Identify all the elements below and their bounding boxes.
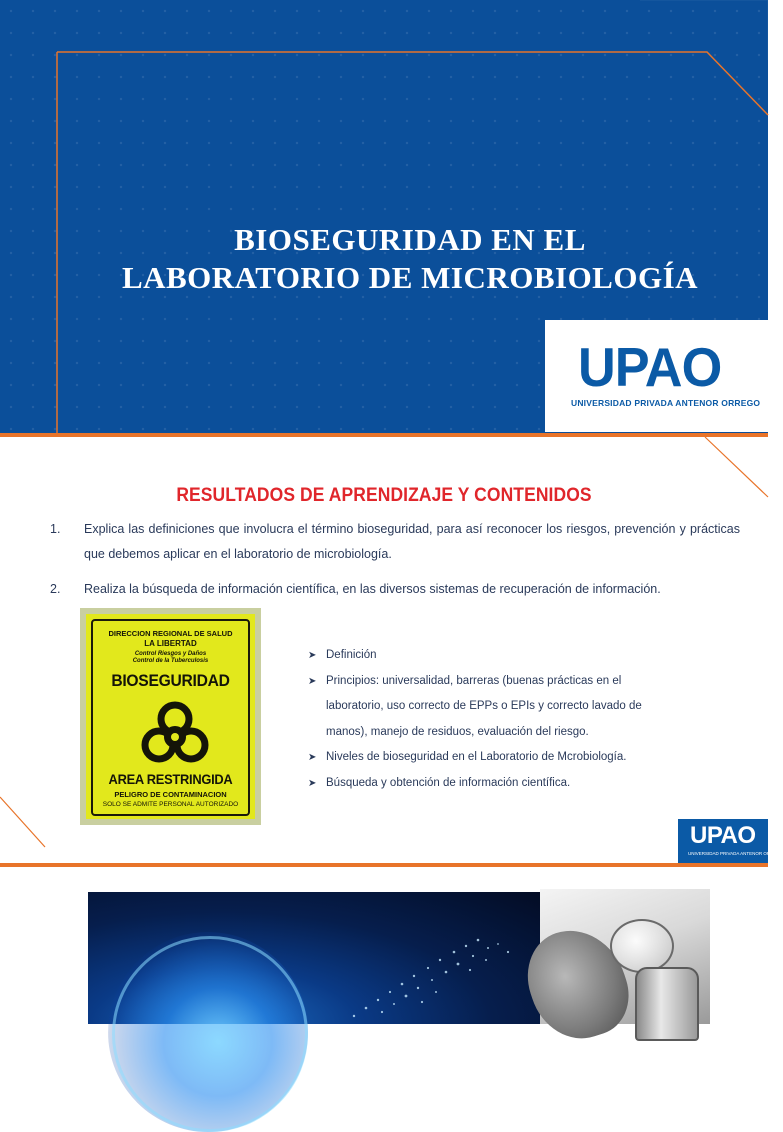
title-slide — [0, 0, 768, 437]
list-item-text: Búsqueda y obtención de información científica. — [326, 776, 571, 789]
list-item — [308, 745, 668, 771]
list-item-continuation: laboratorio, uso correcto de EPPs o EPIs y correcto lavado de — [326, 700, 642, 712]
arrow-bullet-icon: ➤ — [308, 675, 317, 687]
digital-head-image — [88, 892, 540, 1024]
list-item-text: Niveles de bioseguridad en el Laboratorio de Mcrobiología. — [326, 751, 627, 763]
bottle-shape — [635, 967, 699, 1041]
sign-line: LA LIBERTAD — [144, 639, 197, 648]
image-slide — [0, 867, 768, 1024]
biohazard-icon — [135, 697, 215, 769]
arrow-bullet-icon: ➤ — [308, 777, 317, 789]
lab-hands-photo — [540, 889, 710, 1024]
objective-text: Realiza la búsqueda de información científica, en las diversos sistemas de recuperación de información. — [84, 582, 661, 596]
list-item — [308, 771, 668, 797]
logo-subtitle: UNIVERSIDAD PRIVADA ANTENOR ORREGO — [688, 851, 783, 856]
sign-area: AREA RESTRINGIDA — [108, 771, 233, 787]
sign-panel — [86, 614, 255, 819]
title-line-2: LABORATORIO DE MICROBIOLOGÍA — [121, 259, 699, 295]
objective-item — [50, 517, 740, 567]
upao-logo-small — [678, 819, 783, 864]
sign-line: DIRECCION REGIONAL DE SALUD — [108, 629, 233, 638]
list-item — [308, 643, 668, 669]
head-outline — [112, 936, 308, 1132]
sign-warning: PELIGRO DE CONTAMINACION — [114, 790, 227, 799]
sign-line: Control Riesgos y Daños — [134, 651, 207, 657]
arrow-bullet-icon: ➤ — [308, 752, 317, 763]
upao-logo — [545, 320, 768, 432]
objective-text: Explica las definiciones que involucra el término bioseguridad, para así reconocer los riesgos, prevención y prácticas que debemos aplicar en el laboratorio de microbiología. — [84, 522, 740, 561]
slide-title — [40, 221, 780, 297]
outcomes-slide — [0, 437, 783, 867]
list-item — [308, 669, 668, 695]
list-item-text: Definición — [326, 649, 377, 661]
sign-title: BIOSEGURIDAD — [111, 671, 230, 690]
contents-list — [308, 643, 668, 796]
arrow-bullet-icon: ➤ — [308, 650, 317, 661]
sign-border — [91, 619, 250, 816]
flask-shape — [610, 919, 674, 973]
sign-line: Control de la Tuberculosis — [132, 658, 209, 664]
particle-dots — [318, 932, 538, 1024]
objective-item — [50, 577, 740, 602]
logo-wordmark: UPAO — [578, 336, 722, 398]
list-item-continuation: manos), manejo de residuos, evaluación del riesgo. — [326, 725, 589, 738]
list-item-text: Principios: universalidad, barreras (buenas prácticas en el — [326, 674, 622, 687]
section-heading: RESULTADOS DE APRENDIZAJE Y CONTENIDOS — [176, 484, 592, 506]
objective-number: 1. — [50, 522, 61, 536]
title-line-1: BIOSEGURIDAD EN EL — [234, 221, 586, 257]
logo-subtitle: UNIVERSIDAD PRIVADA ANTENOR ORREGO — [571, 398, 761, 408]
biosafety-sign-photo — [80, 608, 261, 825]
objective-number: 2. — [50, 582, 61, 596]
logo-wordmark: UPAO — [690, 822, 756, 849]
sign-note: SOLO SE ADMITE PERSONAL AUTORIZADO — [102, 801, 239, 808]
